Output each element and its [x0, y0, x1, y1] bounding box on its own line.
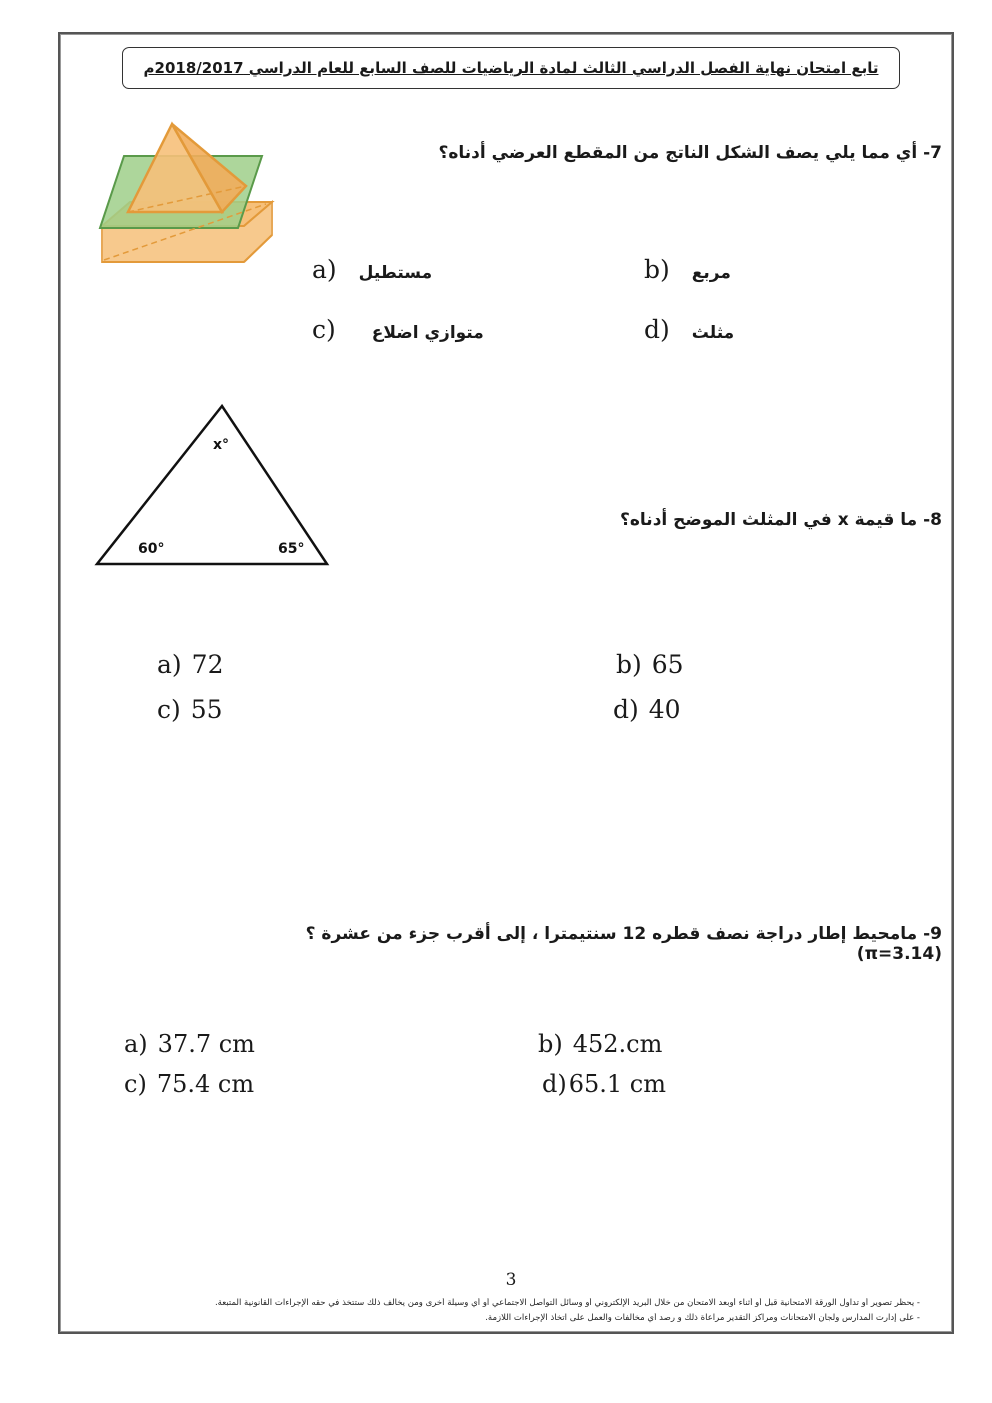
- q9-option-b-value: 452.cm: [572, 1030, 663, 1058]
- q8-option-d-letter: d): [613, 695, 639, 724]
- q9-option-a[interactable]: [124, 1030, 255, 1058]
- q9-option-a-letter: a): [124, 1030, 148, 1058]
- q7-option-d[interactable]: [644, 315, 734, 344]
- q7-option-a-text: مستطيل: [358, 263, 433, 283]
- page-number: 3: [505, 1270, 517, 1290]
- q8-option-a[interactable]: [157, 650, 223, 679]
- angle-x-label: x°: [213, 437, 230, 453]
- footer-note-1: - يحظر تصوير أو تداول الورقة الامتحانية قبل أو أثناء أوبعد الامتحان من خلال البريد الإلكتروني أو وسائل التواصل الاجتماعي أو أي وسيلة أخرى ومن يخالف ذلك ستتخذ في حقه الإجراءات القانونية المتبعة.: [214, 1298, 920, 1308]
- q8-option-a-letter: a): [157, 650, 182, 679]
- question-7-text: 7- أي مما يلي يصف الشكل الناتج من المقطع العرضي أدناه؟: [438, 143, 942, 163]
- exam-header-title: تابع امتحان نهاية الفصل الدراسي الثالث لمادة الرياضيات للصف السابع للعام الدراسي 2018/2017م: [143, 59, 879, 77]
- exam-header: [122, 47, 900, 89]
- q8-option-c-value: 55: [190, 695, 223, 724]
- q8-option-c-letter: c): [157, 695, 181, 724]
- q7-option-d-letter: d): [644, 315, 670, 344]
- q7-option-b[interactable]: [644, 255, 731, 284]
- q8-option-d[interactable]: [613, 695, 681, 724]
- q8-option-c[interactable]: [157, 695, 223, 724]
- q7-option-b-letter: b): [644, 255, 670, 284]
- q7-option-c[interactable]: [312, 315, 484, 344]
- q7-option-c-text: متوازي اضلاع: [371, 323, 484, 343]
- pyramid-cross-section-figure: [96, 120, 276, 270]
- question-8-text: 8- ما قيمة x في المثلث الموضح أدناه؟: [620, 510, 942, 530]
- q7-option-a-letter: a): [312, 255, 337, 284]
- q9-option-d-letter: d): [542, 1070, 567, 1098]
- q8-option-b-letter: b): [616, 650, 642, 679]
- angle-60-label: 60°: [138, 541, 165, 557]
- q7-option-d-text: مثلث: [691, 323, 735, 343]
- angle-65-label: 65°: [278, 541, 305, 557]
- footer-note-2: - على إدارت المدارس ولجان الامتحانات ومراكز التقدير مراعاة ذلك و رصد أي مخالفات والعمل على اتخاذ الإجراءات اللازمة.: [485, 1313, 920, 1323]
- q9-option-b[interactable]: [538, 1030, 662, 1058]
- question-9-text: 9- مامحيط إطار دراجة نصف قطره 12 سنتيمترا ، إلى أقرب جزء من عشرة ؟ (π=3.14): [305, 924, 942, 964]
- q8-option-b[interactable]: [616, 650, 684, 679]
- q9-option-c-letter: c): [124, 1070, 147, 1098]
- q7-option-a[interactable]: [312, 255, 432, 284]
- q9-option-d-value: 65.1 cm: [568, 1070, 666, 1098]
- q8-option-d-value: 40: [648, 695, 681, 724]
- q8-option-b-value: 65: [651, 650, 684, 679]
- q9-option-b-letter: b): [538, 1030, 563, 1058]
- q8-option-a-value: 72: [191, 650, 224, 679]
- q9-option-c-value: 75.4 cm: [156, 1070, 255, 1098]
- q9-option-a-value: 37.7 cm: [157, 1030, 255, 1058]
- q7-option-c-letter: c): [312, 315, 336, 344]
- q9-option-c[interactable]: [124, 1070, 254, 1098]
- triangle-figure: [90, 398, 335, 573]
- q7-option-b-text: مربع: [691, 263, 731, 283]
- q9-option-d[interactable]: [542, 1070, 666, 1098]
